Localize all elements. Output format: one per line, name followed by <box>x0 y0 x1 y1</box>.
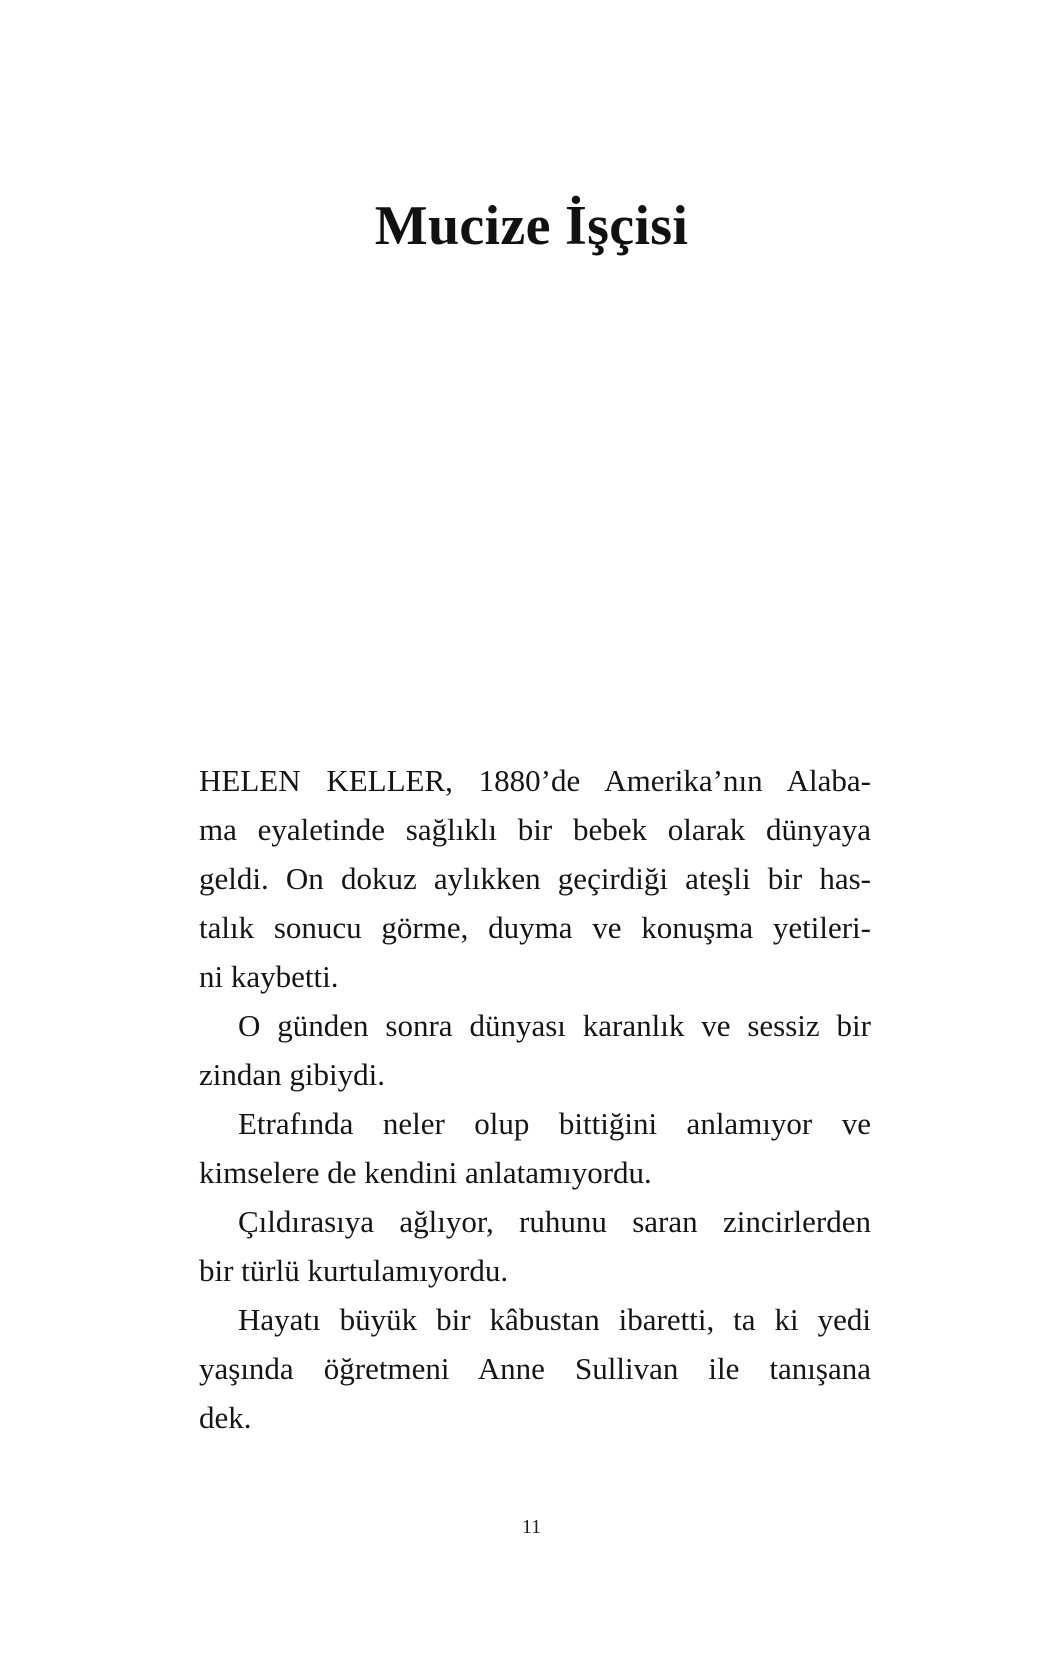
text-line: bir türlü kurtulamıyordu. <box>199 1253 509 1288</box>
chapter-title: Mucize İşçisi <box>374 195 689 257</box>
text-line: yaşında öğretmeni Anne Sullivan ile tanışana <box>199 1351 871 1386</box>
text-line: zindan gibiydi. <box>199 1057 385 1092</box>
text-line: ma eyaletinde sağlıklı bir bebek olarak dünyaya <box>199 812 871 847</box>
text-line: HELEN KELLER, 1880’de Amerika’nın Alaba- <box>199 763 871 798</box>
text-line: talık sonucu görme, duyma ve konuşma yetileri- <box>199 910 871 945</box>
text-line: Hayatı büyük bir kâbustan ibaretti, ta ki yedi <box>238 1302 871 1337</box>
page-number: 11 <box>521 1516 542 1538</box>
text-line: kimselere de kendini anlatamıyordu. <box>199 1155 652 1190</box>
text-line: Etrafında neler olup bittiğini anlamıyor ve <box>238 1106 871 1141</box>
body-text <box>199 756 871 1442</box>
text-line: geldi. On dokuz aylıkken geçirdiği ateşli bir has- <box>199 861 871 896</box>
text-line: Çıldırasıya ağlıyor, ruhunu saran zincirlerden <box>238 1204 871 1239</box>
text-line: O günden sonra dünyası karanlık ve sessiz bir <box>238 1008 871 1043</box>
text-line: ni kaybetti. <box>199 959 339 994</box>
text-line: dek. <box>199 1400 252 1435</box>
